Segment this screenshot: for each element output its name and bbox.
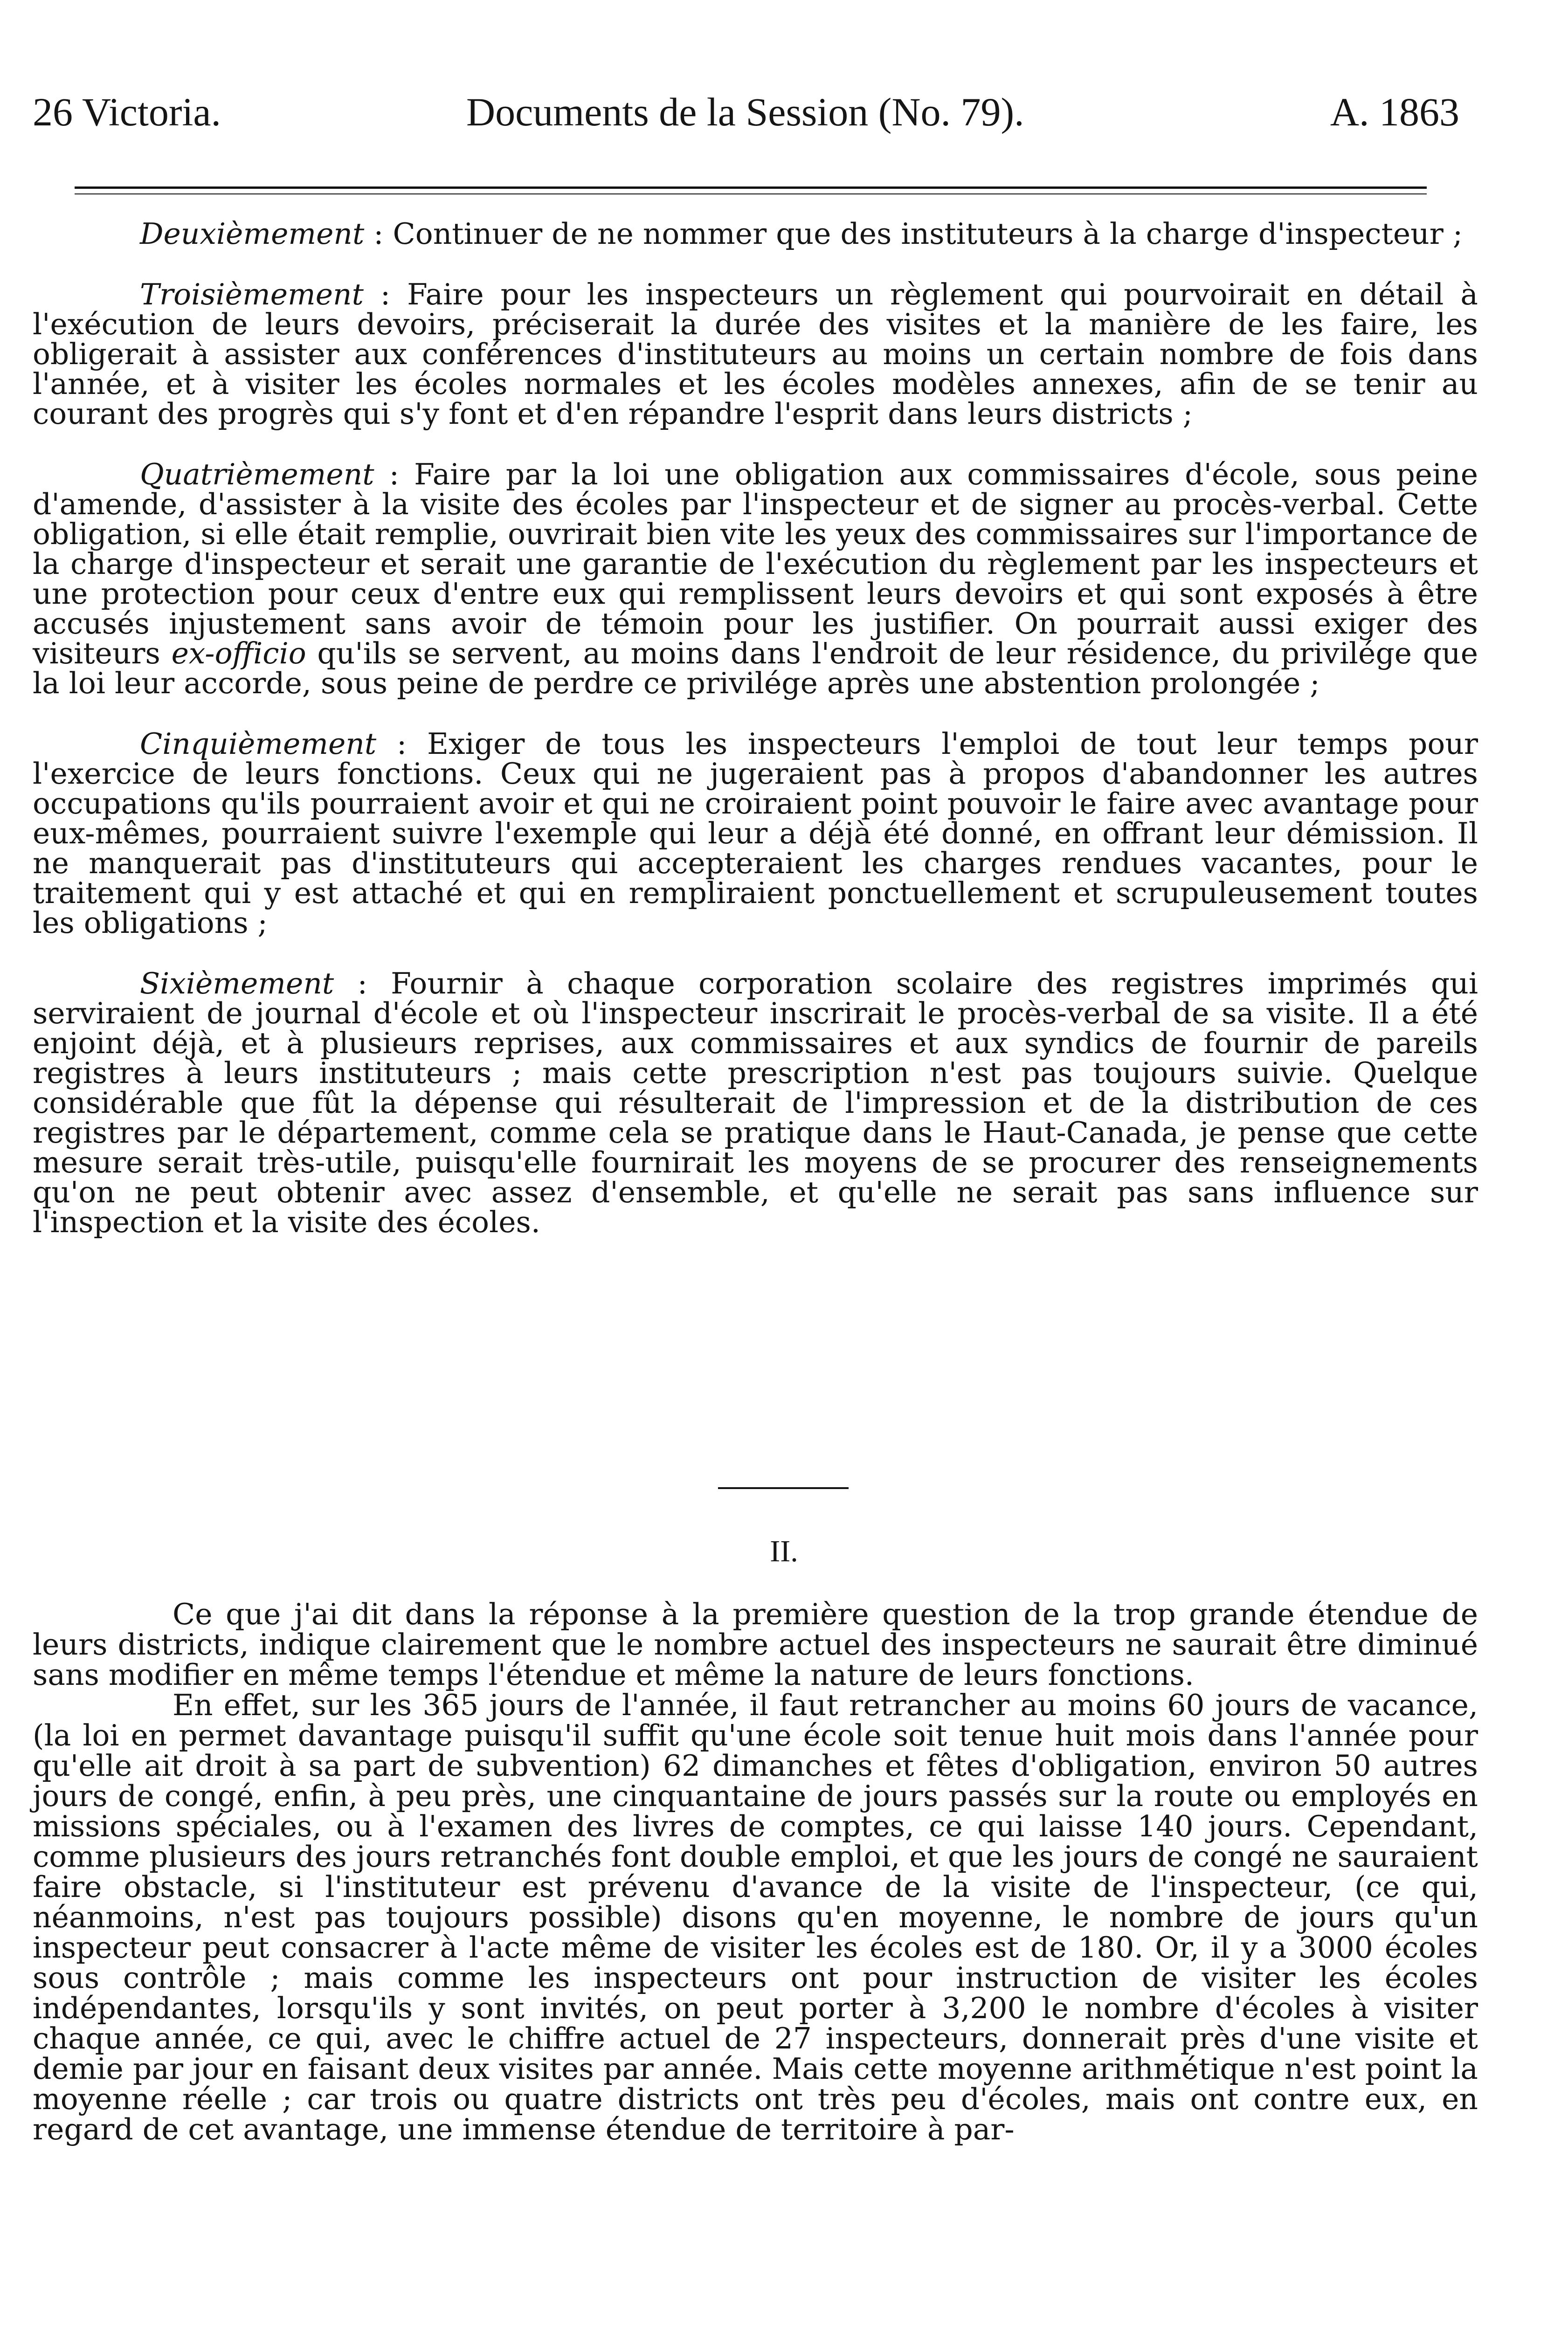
- paragraph-deuxiemement: [33, 219, 1478, 249]
- paragraph-cinquiemement: [33, 729, 1478, 938]
- paragraph-text: : Faire par la loi une obligation aux commissaires d'école, sous peine d'amende, d'assister à la visite des écoles par l'inspecteur et de signer au procès-verbal. Cette obligation, si elle était remplie, ouvrirait bien vite les yeux des commissaires sur l'importance de la charge d'inspecteur et serait une garantie de l'exécution du règlement par les inspecteurs et une protection pour ceux d'entre eux qui remplissent leurs devoirs et qui sont exposés à être accusés injustement sans avoir de témoin pour les justifier. On pourrait aussi exiger des visiteurs: [33, 457, 1478, 670]
- header-year: A. 1863: [1330, 90, 1459, 134]
- paragraph-lead: Cinquièmement: [140, 727, 377, 761]
- section-separator: [718, 1487, 849, 1489]
- header-volume: 26 Victoria.: [33, 90, 221, 134]
- header-rule-thin: [75, 193, 1427, 194]
- paragraph-text: : Exiger de tous les inspecteurs l'emploi de tout leur temps pour l'exercice de leurs fonctions. Ceux qui ne jugeraient pas à propos d'abandonner les autres occupations qu'ils pourraient avoir et qui ne croiraient point pouvoir le faire avec avantage pour eux-mêmes, pourraient suivre l'exemple qui leur a déjà été donné, en offrant leur démission. Il ne manquerait pas d'instituteurs qui accepteraient les charges rendues vacantes, pour le traitement qui y est attaché et qui en rempliraient ponctuellement et scrupuleusement toutes les obligations ;: [33, 727, 1478, 940]
- paragraph-lead: Deuxièmement: [140, 217, 365, 251]
- paragraph-text: : Continuer de ne nommer que des instituteurs à la charge d'inspecteur ;: [364, 217, 1463, 251]
- header-title: Documents de la Session (No. 79).: [466, 90, 1024, 134]
- section-paragraph: En effet, sur les 365 jours de l'année, il faut retrancher au moins 60 jours de vacance, (la loi en permet davantage puisqu'il suffit qu'une école soit tenue huit mois dans l'année pour qu'elle ait droit à sa part de subvention) 62 dimanches et fêtes d'obligation, environ 50 autres jours de congé, enfin, à peu près, une cinquantaine de jours passés sur la route ou employés en missions spéciales, ou à l'examen des livres de comptes, ce qui laisse 140 jours. Cependant, comme plusieurs des jours retranchés font double emploi, et que les jours de congé ne sauraient faire obstacle, si l'instituteur est prévenu d'avance de la visite de l'inspecteur, (ce qui, néanmoins, n'est pas toujours possible) disons qu'en moyenne, le nombre de jours qu'un inspecteur peut consacrer à l'acte même de visiter les écoles est de 180. Or, il y a 3000 écoles sous contrôle ; mais comme les inspecteurs ont pour instruction de visiter les écoles indépendantes, lorsqu'ils y sont invités, on peut porter à 3,200 le nombre d'écoles à visiter chaque année, ce qui, avec le chiffre actuel de 27 inspecteurs, donnerait près d'une visite et demie par jour en faisant deux visites par année. Mais cette moyenne arithmétique n'est point la moyenne réelle ; car trois ou quatre districts ont très peu d'écoles, mais ont contre eux, en regard de cet avantage, une immense étendue de territoire à par-: [33, 1688, 1478, 2146]
- paragraph-lead: Sixièmement: [140, 966, 334, 1000]
- recommendations-list: [33, 219, 1478, 1268]
- paragraph-text: : Fournir à chaque corporation scolaire des registres imprimés qui serviraient de journal d'école et où l'inspecteur inscrirait le procès-verbal de sa visite. Il a été enjoint déjà, et à plusieurs reprises, aux commissaires et aux syndics de fournir de pareils registres à leurs instituteurs ; mais cette prescription n'est pas toujours suivie. Quelque considérable que fût la dépense qui résulterait de l'impression et de la distribution de ces registres par le département, comme cela se pratique dans le Haut-Canada, je pense que cette mesure serait très-utile, puisqu'elle fournirait les moyens de se procurer des renseignements qu'on ne peut obtenir avec assez d'ensemble, et qu'elle ne serait pas sans influence sur l'inspection et la visite des écoles.: [33, 966, 1478, 1239]
- paragraph-lead: Troisièmement: [140, 277, 364, 311]
- running-header: [33, 89, 1478, 149]
- section-title: II.: [770, 1534, 798, 1568]
- paragraph-sixiemement: [33, 966, 1478, 1239]
- paragraph-troisiemement: [33, 277, 1478, 431]
- paragraph-lead: Quatrièmement: [140, 457, 374, 491]
- section-body: [33, 1599, 1478, 2145]
- paragraph-text: : Faire pour les inspecteurs un règlement qui pourvoirait en détail à l'exécution de leurs devoirs, préciserait la durée des visites et la manière de les faire, les obligerait à assister aux conférences d'instituteurs au moins un certain nombre de fois dans l'année, et à visiter les écoles normales et les écoles modèles annexes, afin de se tenir au courant des progrès qui s'y font et d'en répandre l'esprit dans leurs districts ;: [33, 277, 1478, 431]
- section-paragraph: Ce que j'ai dit dans la réponse à la première question de la trop grande étendue de leurs districts, indique clairement que le nombre actuel des inspecteurs ne saurait être diminué sans modifier en même temps l'étendue et même la nature de leurs fonctions.: [33, 1597, 1478, 1692]
- header-rule: [75, 186, 1427, 189]
- paragraph-text-continued: qu'ils se servent, au moins dans l'endroit de leur résidence, du privilége que la loi leur accorde, sous peine de perdre ce privilége après une abstention prolongée ;: [33, 636, 1478, 700]
- paragraph-emphasis: ex-officio: [171, 636, 306, 670]
- paragraph-quatriemement: [33, 457, 1478, 700]
